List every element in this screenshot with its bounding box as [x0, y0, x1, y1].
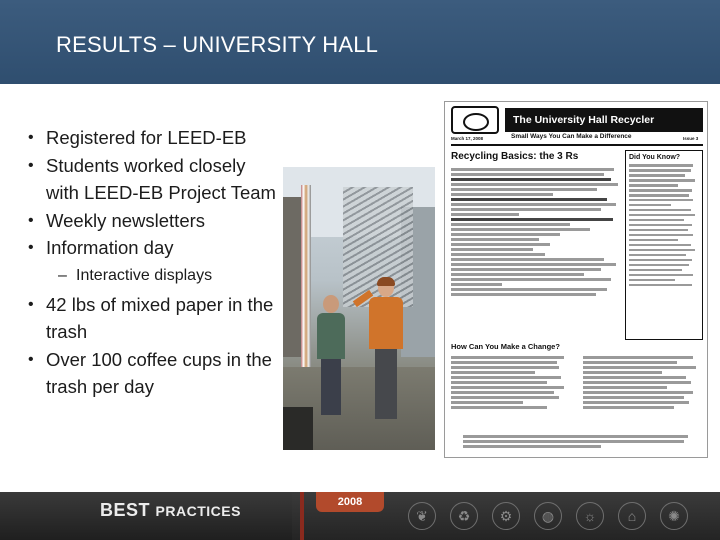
newsletter-subtitle: Small Ways You Can Make a Difference [511, 133, 632, 140]
year-badge: 2008 [316, 492, 384, 512]
building-icon: ⌂ [618, 502, 646, 530]
newsletter-image [444, 101, 708, 458]
slide-title: RESULTS – UNIVERSITY HALL [56, 32, 379, 57]
bullet-item: • 42 lbs of mixed paper in the trash [28, 291, 280, 346]
students-photo [283, 167, 435, 450]
sub-bullet-item: – Interactive displays [28, 263, 280, 289]
bullet-item: • Over 100 coffee cups in the trash per day [28, 346, 280, 401]
newsletter-sidebar-heading: Did You Know? [629, 154, 681, 161]
newsletter-rule [451, 144, 703, 146]
footer-icon-strip [388, 498, 708, 538]
lightbulb-icon: ☼ [576, 502, 604, 530]
recycle-icon: ♻ [450, 502, 478, 530]
footer-divider [300, 492, 304, 540]
newsletter-date: March 17, 2008 [451, 136, 484, 141]
footer-best: BEST [100, 500, 151, 520]
newsletter-sidebar [625, 150, 703, 340]
newsletter-tips [451, 354, 703, 428]
footer-practices: PRACTICES [155, 503, 241, 519]
bullet-item: • Weekly newsletters [28, 207, 280, 235]
photo-cup-column [301, 185, 311, 395]
footer-best-practices [100, 500, 241, 521]
slide-footer [0, 492, 720, 540]
newsletter-section-heading: How Can You Make a Change? [451, 342, 560, 351]
bullet-item: • Information day [28, 234, 280, 262]
bicycle-icon: ⚙ [492, 502, 520, 530]
photo-trash-bin [283, 407, 313, 450]
water-drop-icon: ◍ [534, 502, 562, 530]
slide-header [0, 0, 720, 84]
photo-person [317, 295, 345, 415]
bullet-list [28, 124, 280, 401]
newsletter-issue: Issue 3 [683, 136, 699, 141]
leaf-icon: ❦ [408, 502, 436, 530]
bullet-item: • Registered for LEED-EB [28, 124, 280, 152]
newsletter-banner: The University Hall Recycler [505, 108, 703, 132]
newsletter-logo [451, 106, 499, 134]
bullet-item: • Students worked closely with LEED-EB Project Team [28, 152, 280, 207]
photo-person [369, 279, 403, 419]
sun-icon: ✺ [660, 502, 688, 530]
newsletter-heading: Recycling Basics: the 3 Rs [451, 151, 579, 162]
newsletter-footer-note [463, 433, 693, 453]
newsletter-body-text [451, 166, 621, 338]
